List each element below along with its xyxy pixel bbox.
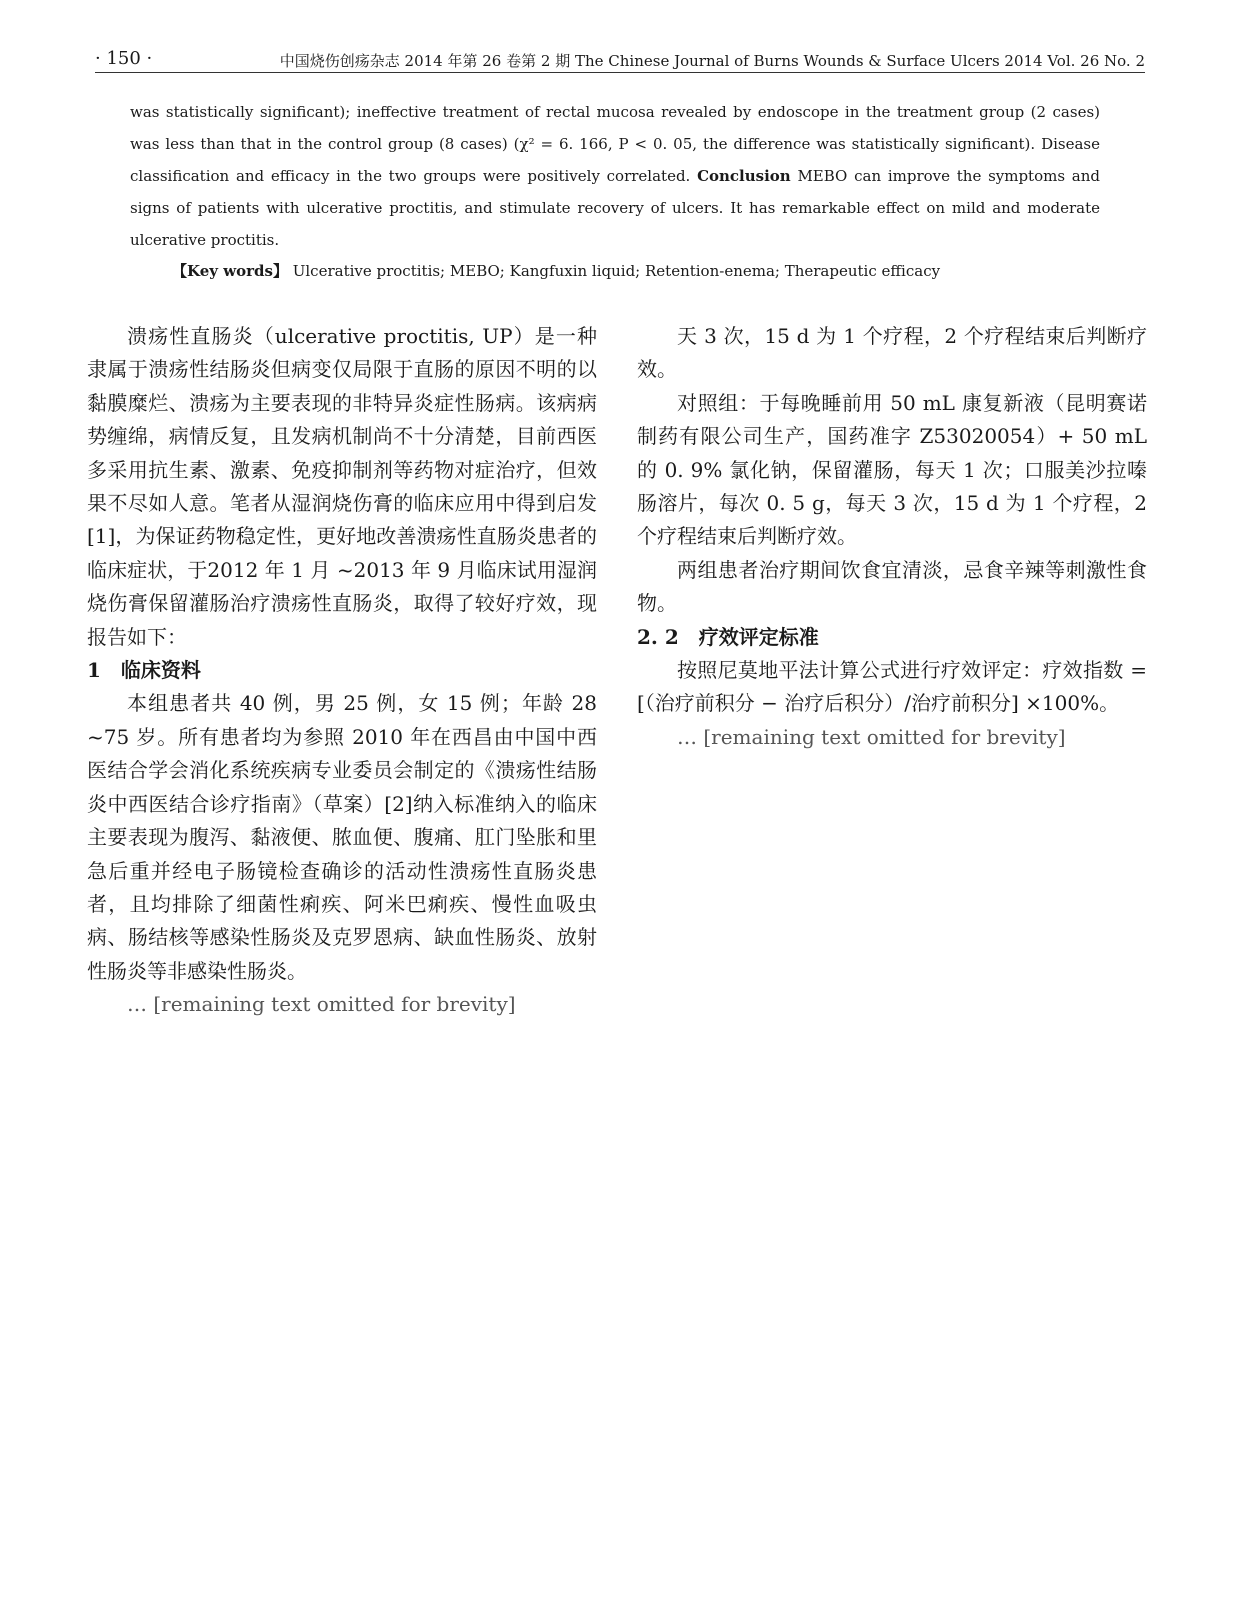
keywords: [172, 260, 1122, 281]
section-heading-1: 1 临床资料: [87, 658, 201, 683]
section-heading-2-2: 2. 2 疗效评定标准: [637, 624, 819, 649]
abstract-text-2: MEBO can improve the symptoms and signs of patients with ulcerative proctitis, and stimulate recovery of ulcers. It has remarkable effect on mild and moderate ulcerative proctitis.: [130, 167, 1100, 249]
page-number: · 150 ·: [95, 48, 153, 69]
abstract-continued: [130, 96, 1100, 256]
evaluation-formula-paragraph: 按照尼莫地平法计算公式进行疗效评定：疗效指数 = [（治疗前积分 − 治疗后积分）/治疗前积分] ×100%。: [637, 658, 1147, 716]
keywords-label: 【Key words】: [172, 262, 288, 280]
diet-paragraph: 两组患者治疗期间饮食宜清淡，忌食辛辣等刺激性食物。: [637, 557, 1147, 616]
right-column: [637, 320, 1147, 754]
treatment-continued: 天 3 次，15 d 为 1 个疗程，2 个疗程结束后判断疗效。: [637, 324, 1147, 382]
clinical-data-paragraph: 本组患者共 40 例，男 25 例，女 15 例；年龄 28 ~75 岁。所有患者均为参照 2010 年在西昌由中国中西医结合学会消化系统疾病专业委员会制定的《溃疡性结肠炎中西医结合诊疗指南》（草案）[2]纳入标准纳入的临床主要表现为腹泻、黏液便、脓血便、腹痛、肛门坠胀和里急后重并经电子肠镜检查确诊的活动性溃疡性直肠炎患者，且均排除了细菌性痢疾、阿米巴痢疾、慢性血吸虫病、肠结核等感染性肠炎及克罗恩病、缺血性肠炎、放射性肠炎等非感染性肠炎。: [87, 691, 597, 983]
abstract-text-1: was statistically significant); ineffective treatment of rectal mucosa revealed by endoscope in the treatment group (2 cases) was less than that in the control group (8 cases) (χ² = 6. 166, P < 0. 05, the difference was statistically significant). Disease classification and efficacy in the two groups were positively correlated.: [130, 103, 1100, 185]
omitted-text-left: … [remaining text omitted for brevity]: [127, 992, 516, 1017]
journal-title: 中国烧伤创疡杂志 2014 年第 26 卷第 2 期 The Chinese Journal of Burns Wounds & Surface Ulcers 2014 Vol. 26 No. 2: [279, 52, 1145, 70]
conclusion-label: Conclusion: [697, 167, 791, 185]
keywords-text: Ulcerative proctitis; MEBO; Kangfuxin liquid; Retention-enema; Therapeutic efficacy: [292, 262, 941, 280]
left-column: [87, 320, 597, 1022]
running-header: [95, 48, 1145, 70]
intro-paragraph: 溃疡性直肠炎（ulcerative proctitis, UP）是一种隶属于溃疡性结肠炎但病变仅局限于直肠的原因不明的以黏膜糜烂、溃疡为主要表现的非特异炎症性肠病。该病病势缠绵，病情反复，且发病机制尚不十分清楚，目前西医多采用抗生素、激素、免疫抑制剂等药物对症治疗，但效果不尽如人意。笔者从湿润烧伤膏的临床应用中得到启发[1]，为保证药物稳定性，更好地改善溃疡性直肠炎患者的临床症状，于2012 年 1 月 ~2013 年 9 月临床试用湿润烧伤膏保留灌肠治疗溃疡性直肠炎，取得了较好疗效，现报告如下：: [87, 324, 597, 649]
control-group-paragraph: 对照组：于每晚睡前用 50 mL 康复新液（昆明赛诺制药有限公司生产，国药准字 Z53020054）+ 50 mL 的 0. 9% 氯化钠，保留灌肠，每天 1 次；口服美沙拉嗪肠溶片，每次 0. 5 g，每天 3 次，15 d 为 1 个疗程，2 个疗程结束后判断疗效。: [637, 390, 1147, 549]
omitted-text-right: … [remaining text omitted for brevity]: [677, 724, 1066, 749]
header-rule: [95, 72, 1145, 73]
